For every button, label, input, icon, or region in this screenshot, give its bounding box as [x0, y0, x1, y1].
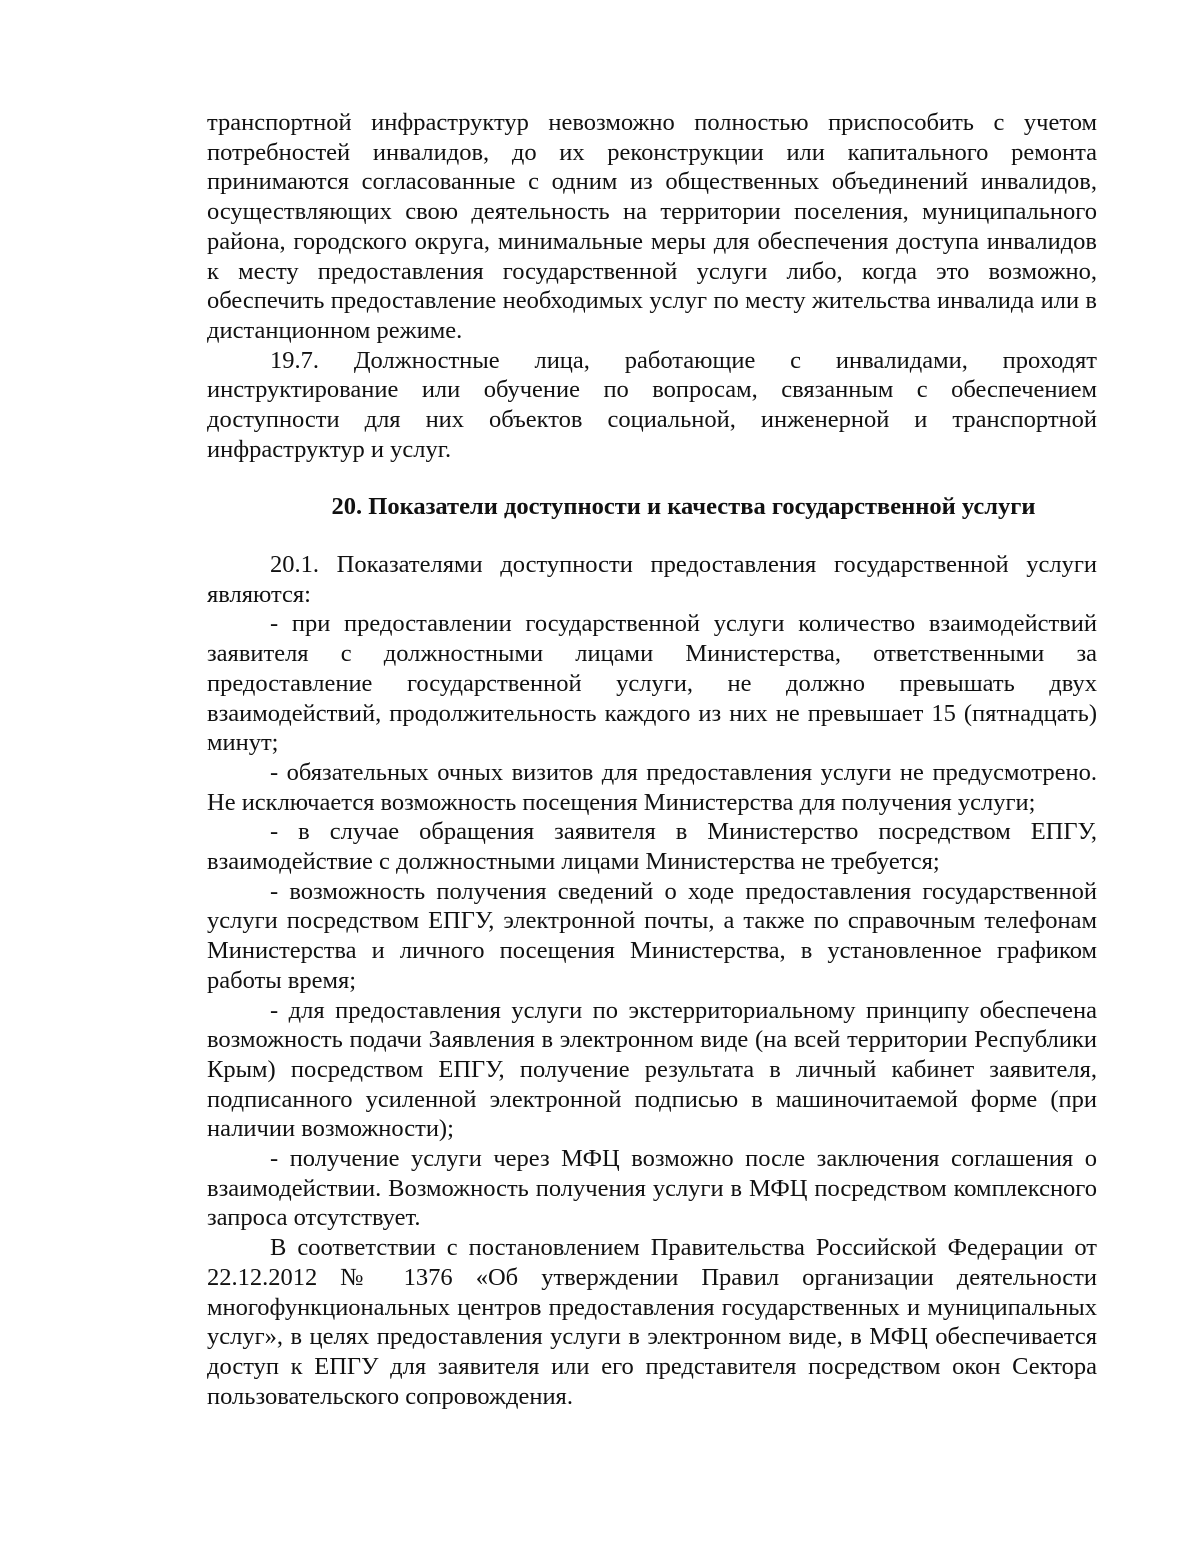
paragraph-bullet-status-info: - возможность получения сведений о ходе предоставления государственной услуги посредством ЕПГУ, электронной почты, а также по справочным телефонам Министерства и личного посещения Министерства, в установленное графиком работы время;	[207, 877, 1097, 994]
paragraph-bullet-interactions: - при предоставлении государственной услуги количество взаимодействий заявителя с должностными лицами Министерства, ответственными за предоставление государственной услуги, не должно превышать двух взаимодействий, продолжительность каждого из них не превышает 15 (пятнадцать) минут;	[207, 610, 1097, 757]
paragraph-bullet-extraterritorial: - для предоставления услуги по экстерриториальному принципу обеспечена возможность подачи Заявления в электронном виде (на всей территории Республики Крым) посредством ЕПГУ, получение результата в личный кабинет заявителя, подписанного усиленной электронной подписью в машиночитаемой форме (при наличии возможности);	[207, 996, 1097, 1143]
text-block-top	[207, 108, 1097, 464]
paragraph-19-7: 19.7. Должностные лица, работающие с инвалидами, проходят инструктирование или обучение по вопросам, связанным с обеспечением доступности для них объектов социальной, инженерной и транспортной инфраструктур и услуг.	[207, 346, 1097, 463]
paragraph-bullet-mfc: - получение услуги через МФЦ возможно после заключения соглашения о взаимодействии. Возможность получения услуги в МФЦ посредством комплексного запроса отсутствует.	[207, 1145, 1097, 1232]
text-block-section-20	[207, 550, 1097, 1411]
paragraph-bullet-visits: - обязательных очных визитов для предоставления услуги не предусмотрено. Не исключается возможность посещения Министерства для получения услуги;	[207, 758, 1097, 816]
paragraph-20-1: 20.1. Показателями доступности предоставления государственной услуги являются:	[207, 551, 1097, 608]
paragraph-bullet-epgu: - в случае обращения заявителя в Министерство посредством ЕПГУ, взаимодействие с должностными лицами Министерства не требуется;	[207, 818, 1097, 876]
paragraph-continuation: транспортной инфраструктур невозможно полностью приспособить с учетом потребностей инвалидов, до их реконструкции или капитального ремонта принимаются согласованные с одним из общественных объединений инвалидов, осуществляющих свою деятельность на территории поселения, муниципального района, городского округа, минимальные меры для обеспечения доступа инвалидов к месту предоставления государственной услуги либо, когда это возможно, обеспечить предоставление необходимых услуг по месту жительства инвалида или в дистанционном режиме.	[207, 109, 1097, 344]
section-heading: 20. Показатели доступности и качества государственной услуги	[331, 493, 1036, 520]
paragraph-mfc-access: В соответствии с постановлением Правительства Российской Федерации от 22.12.2012 № 1376 «Об утверждении Правил организации деятельности многофункциональных центров предоставления государственных и муниципальных услуг», в целях предоставления услуги в электронном виде, в МФЦ обеспечивается доступ к ЕПГУ для заявителя или его представителя посредством окон Сектора пользовательского сопровождения.	[207, 1234, 1097, 1410]
